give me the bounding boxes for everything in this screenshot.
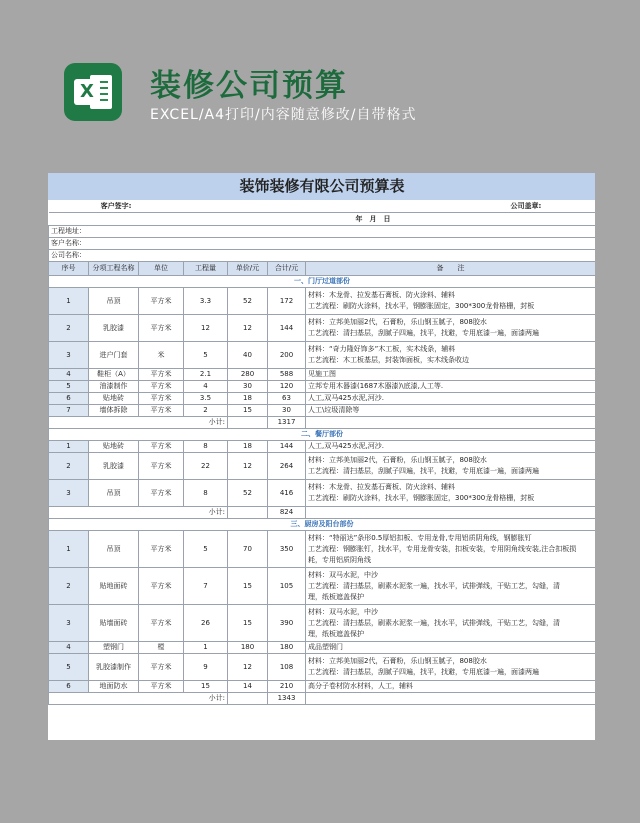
row-notes [306, 568, 596, 605]
note-line: 材料：立邦美加丽2代，石膏粉，乐山钢玉腻子，808胶水 [308, 657, 487, 665]
sheet-date: 年 月 日 [306, 213, 596, 226]
row-notes [306, 381, 596, 393]
row-unit: 平方米 [139, 381, 184, 393]
row-notes [306, 480, 596, 507]
row-no: 1 [49, 288, 89, 315]
note-line: 人工,双马425水泥,河沙. [308, 394, 385, 402]
row-qty: 8 [184, 441, 228, 453]
note-line: 工艺流程：刷防火涂料，找水平，钢膨胀固定，300*300龙骨格栅，封板 [308, 494, 535, 502]
row-total: 200 [268, 342, 306, 369]
note-line: 理，纸板遮盖保护 [308, 592, 364, 601]
row-name: 进户门套 [89, 342, 139, 369]
table-row [49, 681, 596, 693]
row-no: 7 [49, 405, 89, 417]
table-row [49, 568, 596, 605]
section-title: 二、餐厅部份 [49, 429, 596, 441]
note-line: 耗，专用铝质阴角线 [308, 555, 371, 564]
note-line: 材料：双马水泥，中沙 [308, 570, 378, 579]
row-total: 210 [268, 681, 306, 693]
row-notes [306, 605, 596, 642]
row-unit: 平方米 [139, 405, 184, 417]
row-qty: 5 [184, 342, 228, 369]
note-line: 材料：木龙骨、拉发基石膏板、防火涂料、辅料 [308, 483, 455, 491]
table-row [49, 405, 596, 417]
table-row [49, 453, 596, 480]
row-notes [306, 453, 596, 480]
table-row [49, 315, 596, 342]
company-name-field[interactable]: 公司名称： [49, 250, 596, 262]
row-name: 贴地砖 [89, 441, 139, 453]
section-header [49, 276, 596, 288]
banner-title: 装修公司预算 [150, 68, 348, 104]
subtotal-label: 小计: [49, 693, 228, 705]
row-price: 15 [228, 405, 268, 417]
col-header-name: 分项工程名称 [89, 262, 139, 276]
row-unit: 平方米 [139, 393, 184, 405]
row-qty: 3.3 [184, 288, 228, 315]
row-no: 2 [49, 453, 89, 480]
row-no: 4 [49, 369, 89, 381]
table-row [49, 381, 596, 393]
note-line: 材料：立邦美加丽2代，石膏粉，乐山钢玉腻子，808胶水 [308, 456, 487, 464]
budget-table [48, 173, 595, 705]
row-name: 地面防水 [89, 681, 139, 693]
site-address-field[interactable]: 工程地址： [49, 226, 596, 238]
note-line: 工艺流程：清扫基层，刮腻子四遍，找平，找避，专用底漆一遍，面漆两遍 [308, 329, 539, 337]
row-unit: 米 [139, 342, 184, 369]
note-line: 人工,双马425水泥,河沙. [308, 442, 385, 450]
row-name: 吊顶 [89, 288, 139, 315]
table-row [49, 441, 596, 453]
row-no: 3 [49, 605, 89, 642]
note-line: 材料：“奇力隆好饰多”木工板，实木线条，辅料 [308, 345, 456, 353]
row-total: 172 [268, 288, 306, 315]
row-qty: 22 [184, 453, 228, 480]
row-name: 贴地面砖 [89, 568, 139, 605]
row-unit: 樘 [139, 642, 184, 654]
row-price: 14 [228, 681, 268, 693]
row-name: 吊顶 [89, 531, 139, 568]
row-price: 12 [228, 453, 268, 480]
row-notes [306, 342, 596, 369]
row-price: 18 [228, 441, 268, 453]
row-total: 105 [268, 568, 306, 605]
subtotal-value: 1343 [268, 693, 306, 705]
row-price: 180 [228, 642, 268, 654]
table-row [49, 369, 596, 381]
col-header-price: 单价/元 [228, 262, 268, 276]
row-total: 108 [268, 654, 306, 681]
row-name: 墙体拆除 [89, 405, 139, 417]
row-name: 塑钢门 [89, 642, 139, 654]
section-title: 三、厨房及阳台部份 [49, 519, 596, 531]
subtotal-value: 824 [268, 507, 306, 519]
table-row [49, 605, 596, 642]
note-line: 材料：双马水泥，中沙 [308, 607, 378, 616]
row-price: 18 [228, 393, 268, 405]
row-no: 6 [49, 681, 89, 693]
promo-banner [0, 0, 640, 165]
row-unit: 平方米 [139, 531, 184, 568]
row-total: 390 [268, 605, 306, 642]
row-qty: 8 [184, 480, 228, 507]
row-unit: 平方米 [139, 681, 184, 693]
row-no: 4 [49, 642, 89, 654]
row-total: 588 [268, 369, 306, 381]
row-qty: 3.5 [184, 393, 228, 405]
row-notes [306, 681, 596, 693]
row-notes [306, 654, 596, 681]
row-total: 144 [268, 441, 306, 453]
row-name: 鞋柜（A） [89, 369, 139, 381]
row-unit: 平方米 [139, 315, 184, 342]
row-no: 5 [49, 654, 89, 681]
row-name: 乳胶漆 [89, 453, 139, 480]
note-line: 材料：“特丽达”条形0.5厚铝扣板、专用龙骨,专用铝质阴角线，钢膨胀钉 [308, 533, 532, 542]
row-qty: 9 [184, 654, 228, 681]
row-name: 乳胶漆制作 [89, 654, 139, 681]
table-row [49, 288, 596, 315]
col-header-qty: 工程量 [184, 262, 228, 276]
row-name: 油漆制作 [89, 381, 139, 393]
row-total: 350 [268, 531, 306, 568]
note-line: 工艺流程：清扫基层，刮腻子四遍，找平，找避，专用底漆一遍，面漆两遍 [308, 668, 539, 676]
row-price: 15 [228, 605, 268, 642]
note-line: 工艺流程：木工板基层，封装饰面板，实木线条收边 [308, 356, 469, 364]
row-qty: 4 [184, 381, 228, 393]
note-line: 高分子卷材防水材料，人工，辅料 [308, 682, 413, 690]
section-header [49, 429, 596, 441]
row-unit: 平方米 [139, 453, 184, 480]
excel-icon [64, 63, 122, 121]
table-row [49, 642, 596, 654]
table-row [49, 393, 596, 405]
row-no: 1 [49, 531, 89, 568]
client-name-field[interactable]: 客户名称： [49, 238, 596, 250]
row-notes [306, 315, 596, 342]
excel-letter: X [74, 79, 100, 105]
row-name: 贴墙面砖 [89, 605, 139, 642]
row-notes [306, 288, 596, 315]
row-qty: 7 [184, 568, 228, 605]
row-unit: 平方米 [139, 480, 184, 507]
row-price: 52 [228, 288, 268, 315]
row-notes [306, 405, 596, 417]
row-qty: 26 [184, 605, 228, 642]
note-line: 工艺流程：清扫基层，刷素水泥浆一遍，找水平，试排弹线，干贴工艺，勾缝，清 [308, 618, 560, 627]
company-seal-label: 公司盖章: [306, 200, 596, 213]
row-notes [306, 393, 596, 405]
note-line: 材料：立邦美加丽2代，石膏粉，乐山钢玉腻子，808胶水 [308, 318, 487, 326]
row-no: 3 [49, 342, 89, 369]
subtotal-value: 1317 [268, 417, 306, 429]
note-line: 成品塑钢门 [308, 643, 343, 651]
row-no: 2 [49, 315, 89, 342]
client-sign-label: 客户签字: [49, 200, 184, 213]
banner-subtitle: EXCEL/A4打印/内容随意修改/自带格式 [150, 107, 417, 123]
subtotal-row [49, 507, 596, 519]
row-name: 吊顶 [89, 480, 139, 507]
note-line: 人工\垃圾清除等 [308, 406, 360, 414]
row-total: 30 [268, 405, 306, 417]
section-title: 一、门厅过道部份 [49, 276, 596, 288]
note-line: 材料：木龙骨、拉发基石膏板、防火涂料、辅料 [308, 291, 455, 299]
row-price: 40 [228, 342, 268, 369]
row-price: 52 [228, 480, 268, 507]
row-total: 416 [268, 480, 306, 507]
note-line: 工艺流程：钢膨胀钉，找水平，专用龙骨安装，扣板安装，专用阴角线安装,注合扣板损 [308, 544, 577, 553]
row-unit: 平方米 [139, 568, 184, 605]
col-header-total: 合计/元 [268, 262, 306, 276]
row-qty: 5 [184, 531, 228, 568]
col-header-no: 序号 [49, 262, 89, 276]
section-header [49, 519, 596, 531]
table-row [49, 531, 596, 568]
subtotal-row [49, 693, 596, 705]
budget-sheet [48, 173, 595, 740]
row-price: 30 [228, 381, 268, 393]
row-notes [306, 642, 596, 654]
subtotal-label: 小计: [49, 507, 228, 519]
note-line: 立邦专用木器漆(1687木器漆)\底漆,人工等. [308, 382, 444, 390]
row-notes [306, 441, 596, 453]
row-total: 63 [268, 393, 306, 405]
row-total: 264 [268, 453, 306, 480]
row-qty: 2.1 [184, 369, 228, 381]
row-price: 280 [228, 369, 268, 381]
row-qty: 1 [184, 642, 228, 654]
note-line: 理，纸板遮盖保护 [308, 629, 364, 638]
subtotal-label: 小计: [49, 417, 228, 429]
row-qty: 15 [184, 681, 228, 693]
row-qty: 12 [184, 315, 228, 342]
row-total: 180 [268, 642, 306, 654]
col-header-unit: 单位 [139, 262, 184, 276]
column-header-row [49, 262, 596, 276]
row-no: 6 [49, 393, 89, 405]
row-no: 3 [49, 480, 89, 507]
row-price: 15 [228, 568, 268, 605]
subtotal-row [49, 417, 596, 429]
note-line: 工艺流程：清扫基层，刮腻子四遍，找平，找避，专用底漆一遍，面漆两遍 [308, 467, 539, 475]
row-price: 12 [228, 654, 268, 681]
row-notes [306, 369, 596, 381]
row-price: 12 [228, 315, 268, 342]
row-unit: 平方米 [139, 288, 184, 315]
note-line: 工艺流程：刷防火涂料，找水平，钢膨胀固定，300*300龙骨格栅，封板 [308, 302, 535, 310]
table-row [49, 654, 596, 681]
sheet-title: 装饰装修有限公司预算表 [49, 174, 596, 200]
row-price: 70 [228, 531, 268, 568]
row-unit: 平方米 [139, 441, 184, 453]
row-total: 144 [268, 315, 306, 342]
row-no: 5 [49, 381, 89, 393]
row-name: 乳胶漆 [89, 315, 139, 342]
row-total: 120 [268, 381, 306, 393]
row-qty: 2 [184, 405, 228, 417]
row-no: 2 [49, 568, 89, 605]
row-name: 贴地砖 [89, 393, 139, 405]
note-line: 工艺流程：清扫基层，刷素水泥浆一遍，找水平，试排弹线，干贴工艺，勾缝，清 [308, 581, 560, 590]
row-unit: 平方米 [139, 605, 184, 642]
row-unit: 平方米 [139, 369, 184, 381]
table-row [49, 342, 596, 369]
table-row [49, 480, 596, 507]
row-no: 1 [49, 441, 89, 453]
row-unit: 平方米 [139, 654, 184, 681]
col-header-notes: 备 注 [306, 262, 596, 276]
note-line: 见施工图 [308, 370, 336, 378]
row-notes [306, 531, 596, 568]
